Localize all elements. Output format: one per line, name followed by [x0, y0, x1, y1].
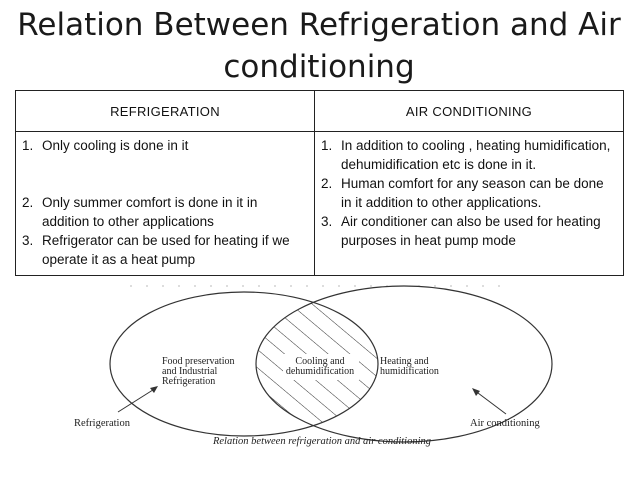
list-item [315, 212, 617, 250]
air-conditioning-arrow [474, 390, 506, 414]
list-item [16, 193, 308, 231]
item-number: 3. [22, 233, 34, 248]
middle-region-line-2: dehumidification [285, 366, 355, 377]
air-conditioning-list [315, 132, 623, 250]
left-region-line-3: Refrigeration [162, 376, 216, 387]
left-region-line-1: Food preservation [162, 356, 235, 367]
right-region-line-2: humidification [380, 366, 439, 377]
title-line-1: Relation Between Refrigeration and Air [17, 7, 621, 43]
title-line-2: conditioning [223, 49, 415, 85]
list-item [16, 231, 308, 269]
refrigeration-cell [16, 132, 315, 276]
list-item [315, 136, 617, 174]
item-number: 1. [321, 138, 333, 153]
header-air-conditioning: AIR CONDITIONING [315, 91, 624, 132]
item-number: 2. [321, 176, 333, 191]
item-text: Only summer comfort is done in it in addition to other applications [42, 195, 258, 229]
air-conditioning-arrowhead [472, 388, 480, 396]
list-item [16, 136, 308, 155]
table-header-row [16, 91, 624, 132]
list-item [315, 174, 617, 212]
refrigeration-label: Refrigeration [74, 418, 130, 429]
item-number: 3. [321, 214, 333, 229]
item-text: Refrigerator can be used for heating if we operate it as a heat pump [42, 233, 290, 267]
middle-region-line-1: Cooling and [295, 356, 345, 367]
item-text: Human comfort for any season can be done in it addition to other applications. [341, 176, 604, 210]
comparison-table [15, 90, 624, 276]
refrigeration-arrowhead [150, 386, 158, 393]
venn-diagram [0, 280, 638, 478]
table-body-row [16, 132, 624, 276]
refrigeration-arrow [118, 388, 156, 412]
slide-title [0, 4, 638, 88]
spacer [16, 155, 308, 174]
item-text: Only cooling is done in it [42, 138, 189, 153]
spacer [16, 174, 308, 193]
item-number: 1. [22, 138, 34, 153]
left-region-line-2: and Industrial [162, 366, 218, 377]
item-text: In addition to cooling , heating humidification, dehumidification etc is done in it. [341, 138, 611, 172]
item-number: 2. [22, 195, 34, 210]
refrigeration-list [16, 132, 314, 269]
right-region-line-1: Heating and [380, 356, 429, 367]
air-conditioning-cell [315, 132, 624, 276]
header-refrigeration: REFRIGERATION [16, 91, 315, 132]
item-text: Air conditioner can also be used for heating purposes in heat pump mode [341, 214, 601, 248]
air-conditioning-label: Air conditioning [470, 418, 540, 429]
diagram-caption: Relation between refrigeration and air conditioning [212, 436, 432, 447]
